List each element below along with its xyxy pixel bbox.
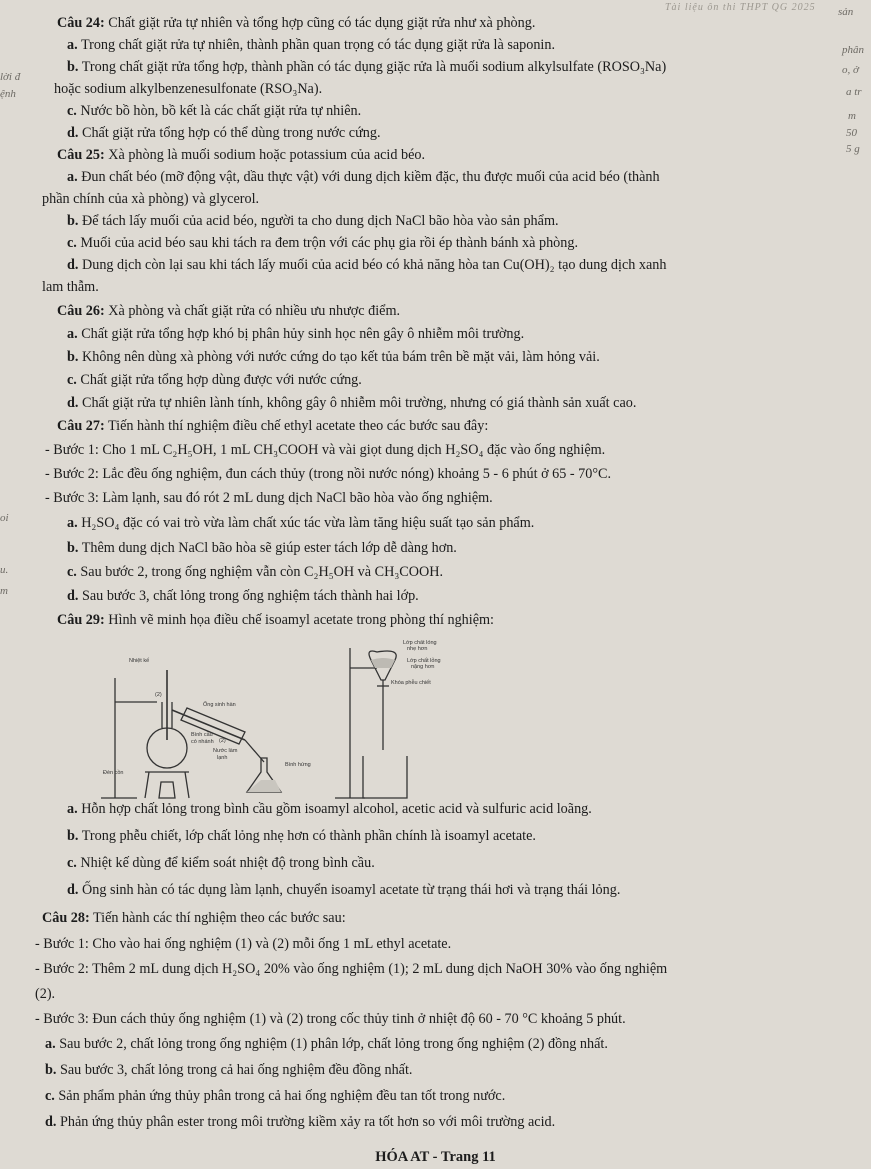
margin-right-3: a tr xyxy=(846,86,862,98)
margin-left-2: ệnh xyxy=(0,88,16,100)
q29-option-a: a. Hỗn hợp chất lỏng trong bình cầu gồm isoamyl alcohol, acetic acid và sulfuric acid loãng. xyxy=(67,801,592,817)
q28-step-1: - Bước 1: Cho vào hai ống nghiệm (1) và (2) mỗi ống 1 mL ethyl acetate. xyxy=(35,936,452,952)
q24-stem-line xyxy=(57,15,535,32)
label-flask-2: có nhánh xyxy=(191,739,214,745)
q25-option-d-cont: lam thẫm. xyxy=(42,279,99,295)
label-flask: Bình cầu xyxy=(191,732,213,738)
margin-left-3: oi xyxy=(0,512,9,524)
q29-stem-line xyxy=(57,612,494,629)
q25-option-a: a. Đun chất béo (mỡ động vật, dầu thực vật) với dung dịch kiềm đặc, thu được muối của acid béo (thành xyxy=(67,169,660,185)
margin-left-1: lời đ xyxy=(0,71,21,83)
margin-right-5: 50 xyxy=(846,127,857,139)
q27-stem-line xyxy=(57,418,488,435)
q29-option-d: d. Ống sinh hàn có tác dụng làm lạnh, chuyển isoamyl acetate từ trạng thái hơi và trạng thái lỏng. xyxy=(67,882,621,898)
q24-option-c: c. Nước bồ hòn, bồ kết là các chất giặt rửa tự nhiên. xyxy=(67,103,362,119)
q25-option-c: c. Muối của acid béo sau khi tách ra đem trộn với các phụ gia rồi ép thành bánh xà phòng. xyxy=(67,235,579,251)
q27-step-1: - Bước 1: Cho 1 mL C₂H₅OH, 1 mL CH₃COOH và vài giọt dung dịch H₂SO₄ đặc vào ống nghiệm. xyxy=(45,442,606,458)
margin-right-6: 5 g xyxy=(846,143,860,155)
label-light-layer: Lớp chất lỏng xyxy=(403,640,437,646)
label-n2b: (2) xyxy=(219,738,226,744)
label-heavy-layer: Lớp chất lỏng xyxy=(407,658,441,664)
q25-title: Câu 25: xyxy=(57,147,105,163)
label-light-layer-2: nhẹ hơn xyxy=(407,646,428,652)
q28-stem: Tiến hành các thí nghiệm theo các bước sau: xyxy=(93,910,346,926)
q24-stem: Chất giặt rửa tự nhiên và tổng hợp cũng có tác dụng giặt rửa như xà phòng. xyxy=(108,15,536,31)
distillation-figure xyxy=(95,640,505,800)
q24-option-b-cont: hoặc sodium alkylbenzenesulfonate (RSO₃Na). xyxy=(54,81,323,97)
q26-option-a: a. Chất giặt rửa tổng hợp khó bị phân hủy sinh học nên gây ô nhiễm môi trường. xyxy=(67,326,525,342)
distillation-apparatus-diagram xyxy=(95,640,505,800)
q28-step-3: - Bước 3: Đun cách thủy ống nghiệm (1) và (2) trong cốc thủy tinh ở nhiệt độ 60 - 70 °C khoảng 5 phút. xyxy=(35,1011,626,1027)
q27-step-2: - Bước 2: Lắc đều ống nghiệm, đun cách thủy (trong nồi nước nóng) khoảng 5 - 6 phút ở 65 - 70°C. xyxy=(45,466,612,482)
margin-right-2: o, ở xyxy=(842,64,859,76)
q27-stem: Tiến hành thí nghiệm điều chế ethyl acetate theo các bước sau đây: xyxy=(108,418,489,434)
header-source-note: Tài liệu ôn thi THPT QG 2025 xyxy=(665,2,816,13)
q26-stem-line xyxy=(57,303,400,320)
q28-step-2: - Bước 2: Thêm 2 mL dung dịch H₂SO₄ 20% vào ống nghiệm (1); 2 mL dung dịch NaOH 30% vào ống nghiệm xyxy=(35,961,668,977)
q25-option-d: d. Dung dịch còn lại sau khi tách lấy muối của acid béo có khả năng hòa tan Cu(OH)₂ tạo dung dịch xanh xyxy=(67,257,667,273)
q26-option-d: d. Chất giặt rửa tự nhiên lành tính, không gây ô nhiễm môi trường, nhưng có giá thành sản xuất cao. xyxy=(67,395,637,411)
page-footer: HÓA AT - Trang 11 xyxy=(375,1149,496,1165)
label-condenser: Ống sinh hàn xyxy=(203,702,236,708)
beaker xyxy=(363,756,407,798)
q25-stem-line xyxy=(57,147,425,164)
q26-title: Câu 26: xyxy=(57,303,105,319)
q27-option-a: a. H₂SO₄ đặc có vai trò vừa làm chất xúc tác vừa làm tăng hiệu suất tạo sản phẩm. xyxy=(67,515,535,531)
label-heavy-layer-2: nặng hơn xyxy=(411,664,435,670)
q29-option-c: c. Nhiệt kế dùng để kiểm soát nhiệt độ trong bình cầu. xyxy=(67,855,375,871)
q28-stem-line xyxy=(42,910,346,927)
q28-step-2-cont: (2). xyxy=(35,986,56,1002)
margin-right-1: phân xyxy=(842,44,864,56)
margin-left-5: m xyxy=(0,585,8,597)
q28-option-d: d. Phản ứng thủy phân ester trong môi trường kiềm xảy ra tốt hơn so với môi trường acid. xyxy=(45,1114,556,1130)
q25-stem: Xà phòng là muối sodium hoặc potassium của acid béo. xyxy=(108,147,426,163)
q27-step-3: - Bước 3: Làm lạnh, sau đó rót 2 mL dung dịch NaCl bão hòa vào ống nghiệm. xyxy=(45,490,493,506)
q27-title: Câu 27: xyxy=(57,418,105,434)
margin-left-4: u. xyxy=(0,564,9,576)
q28-option-a: a. Sau bước 2, chất lỏng trong ống nghiệm (1) phân lớp, chất lỏng trong ống nghiệm (2) đồng nhất. xyxy=(45,1036,608,1052)
q24-option-a: a. Trong chất giặt rửa tự nhiên, thành phần quan trọng có tác dụng giặt rửa là saponin. xyxy=(67,37,556,53)
label-n2a: (2) xyxy=(155,692,162,698)
q28-option-c: c. Sản phẩm phản ứng thủy phân trong cả hai ống nghiệm đều tan tốt trong nước. xyxy=(45,1088,506,1104)
q29-title: Câu 29: xyxy=(57,612,105,628)
label-stopcock: Khóa phễu chiết xyxy=(391,680,431,686)
q29-stem: Hình vẽ minh họa điều chế isoamyl acetate trong phòng thí nghiệm: xyxy=(108,612,494,628)
label-coldwater: Nước làm xyxy=(213,748,238,754)
label-coldwater-2: lạnh xyxy=(217,755,228,761)
q24-title: Câu 24: xyxy=(57,15,105,31)
alcohol-burner xyxy=(159,782,175,798)
q27-option-b: b. Thêm dung dịch NaCl bão hòa sẽ giúp ester tách lớp dễ dàng hơn. xyxy=(67,540,457,556)
label-burner: Đèn cồn xyxy=(103,770,124,776)
q26-option-b: b. Không nên dùng xà phòng với nước cứng do tạo kết tủa bám trên bề mặt vải, làm hỏng vải. xyxy=(67,349,600,365)
q24-option-d: d. Chất giặt rửa tổng hợp có thể dùng trong nước cứng. xyxy=(67,125,381,141)
corner-note: sản xyxy=(838,6,854,18)
q28-title: Câu 28: xyxy=(42,910,90,926)
label-thermometer: Nhiệt kế xyxy=(129,658,150,664)
q25-option-b: b. Để tách lấy muối của acid béo, người ta cho dung dịch NaCl bão hòa vào sản phẩm. xyxy=(67,213,559,229)
q25-option-a-cont: phần chính của xà phòng) và glycerol. xyxy=(42,191,260,207)
q24-option-b: b. Trong chất giặt rửa tổng hợp, thành phần có tác dụng giặc rửa là muối sodium alkylsulfate (ROSO₃Na) xyxy=(67,59,667,75)
q27-option-c: c. Sau bước 2, trong ống nghiệm vẫn còn C₂H₅OH và CH₃COOH. xyxy=(67,564,444,580)
q26-option-c: c. Chất giặt rửa tổng hợp dùng được với nước cứng. xyxy=(67,372,362,388)
margin-right-4: m xyxy=(848,110,856,122)
label-receiver: Bình hứng xyxy=(285,762,311,768)
q26-stem: Xà phòng và chất giặt rửa có nhiều ưu nhược điểm. xyxy=(108,303,401,319)
q28-option-b: b. Sau bước 3, chất lỏng trong cả hai ống nghiệm đều đồng nhất. xyxy=(45,1062,413,1078)
q29-option-b: b. Trong phễu chiết, lớp chất lỏng nhẹ hơn có thành phần chính là isoamyl acetate. xyxy=(67,828,536,844)
q27-option-d: d. Sau bước 3, chất lỏng trong ống nghiệm tách thành hai lớp. xyxy=(67,588,419,604)
